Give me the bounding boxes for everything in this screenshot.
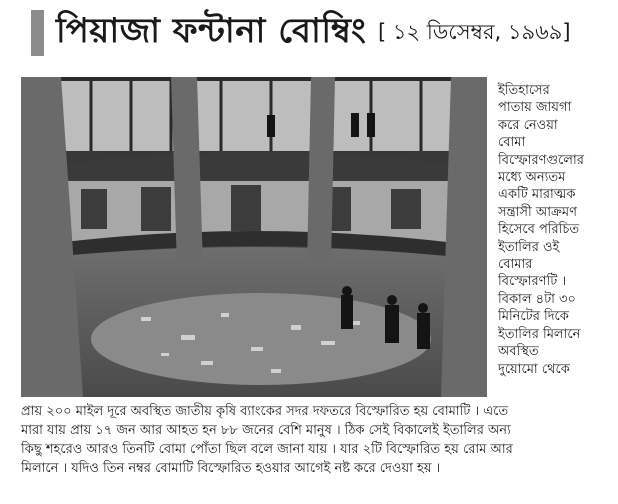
side-line: বিস্ফোরণগুলোর — [498, 152, 584, 168]
page-title: পিয়াজা ফন্টানা বোম্বিং — [56, 11, 367, 51]
bank-hall-illustration — [21, 77, 487, 397]
side-line: ইতালির ওই — [498, 239, 560, 255]
side-line: অবস্থিত — [498, 344, 539, 360]
body-line: প্রায় ২০০ মাইল দূরে অবস্থিত জাতীয় কৃষি ব্যাংকের সদর দফতরে বিস্ফোরিত হয় বোমাটি । এতে — [21, 404, 509, 419]
body-line: মিলানে । যদিও তিন নম্বর বোমাটি বিস্ফোরিত হওয়ার আগেই নষ্ট করে দেওয়া হয় । — [21, 461, 441, 476]
side-line: সন্ত্রাসী আক্রমণ — [498, 204, 577, 220]
side-line: বিস্ফোরণটি । — [498, 274, 567, 290]
side-line: ইতিহাসের — [498, 83, 550, 98]
article-bottom-text — [21, 402, 613, 478]
side-line: বোমার — [498, 257, 533, 273]
event-date: [ ১২ ডিসেম্বর, ১৯৬৯] — [378, 20, 571, 44]
side-line: বোমা — [498, 135, 526, 151]
side-line: দুয়োমো থেকে — [498, 361, 570, 377]
side-line: মধ্যে অন্যতম — [498, 170, 566, 186]
side-line: মিনিটের দিকে — [498, 309, 569, 325]
body-line: মারা যায় প্রায় ১৭ জন আর আহত হন ৮৮ জনের বেশি মানুষ । ঠিক সেই বিকালেই ইতালির অন্য — [21, 423, 511, 438]
side-line: পাতায় জায়গা — [498, 100, 572, 116]
body-line: কিছু শহরেও আরও তিনটি বোমা পোঁতা ছিল বলে জানা যায় । যার ২টি বিস্ফোরিত হয় রোম আর — [21, 442, 513, 457]
bombing-photo — [21, 77, 487, 397]
side-line: একটি মারাত্মক — [498, 187, 576, 203]
side-line: ইতালির মিলানে — [498, 326, 581, 342]
title-accent-bar — [31, 10, 44, 56]
side-line: হিসেবে পরিচিত — [498, 222, 580, 238]
side-line: করে নেওয়া — [498, 117, 558, 133]
side-line: বিকাল ৪টা ৩০ — [498, 291, 576, 307]
article-side-text — [498, 82, 616, 378]
